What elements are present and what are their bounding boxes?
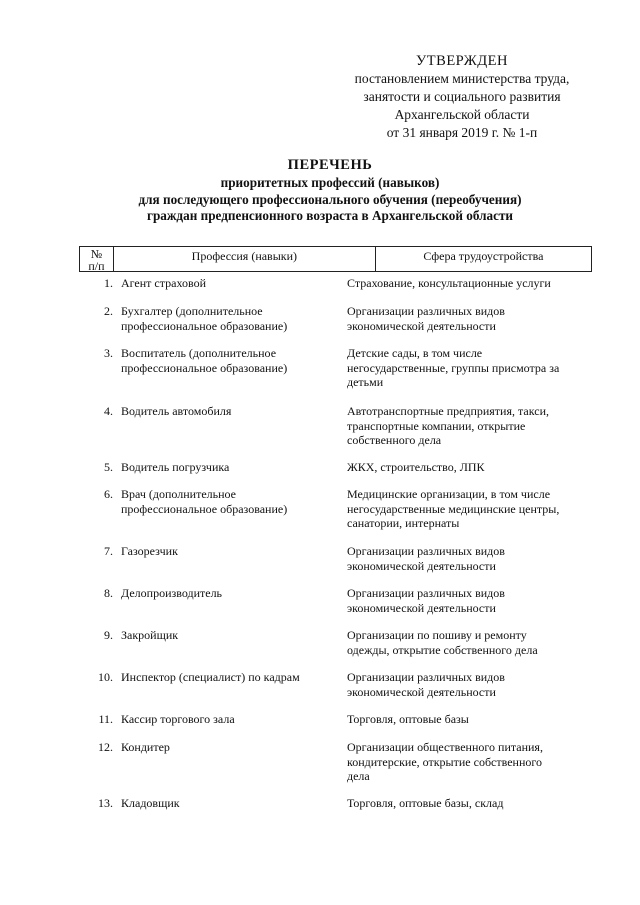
title-line: для последующего профессионального обучения (переобучения) — [138, 191, 522, 207]
row-profession — [119, 670, 347, 699]
sphere-line: Организации различных видов — [347, 670, 505, 684]
profession-line: Воспитатель (дополнительное — [121, 346, 277, 360]
row-profession — [119, 796, 347, 811]
header-profession: Профессия (навыки) — [114, 247, 376, 271]
profession-line: Кассир торгового зала — [121, 712, 235, 726]
profession-line: Газорезчик — [121, 544, 178, 558]
table-row — [79, 460, 592, 475]
row-number: 1. — [104, 276, 113, 290]
row-sphere — [347, 586, 592, 615]
profession-line: Кондитер — [121, 740, 170, 754]
row-sphere — [347, 544, 592, 573]
header-number-symbol: № — [90, 247, 103, 261]
profession-line: Агент страховой — [121, 276, 207, 290]
header-sphere: Сфера трудоустройства — [423, 249, 544, 263]
row-number: 5. — [104, 460, 113, 474]
row-number: 6. — [104, 487, 113, 501]
row-number: 12. — [98, 740, 113, 754]
row-profession — [119, 712, 347, 727]
header-number — [80, 247, 114, 271]
row-profession — [119, 586, 347, 615]
table-row — [79, 487, 592, 531]
row-number: 11. — [98, 712, 113, 726]
row-profession — [119, 628, 347, 657]
sphere-line: Торговля, оптовые базы — [347, 712, 469, 726]
profession-line: Делопроизводитель — [121, 586, 223, 600]
row-number: 7. — [104, 544, 113, 558]
row-sphere — [347, 796, 592, 811]
sphere-line: Организации различных видов — [347, 304, 505, 318]
sphere-line: собственного дела — [347, 433, 442, 447]
profession-line: Кладовщик — [121, 796, 180, 810]
row-number: 13. — [98, 796, 113, 810]
profession-line: профессиональное образование) — [121, 360, 288, 375]
profession-line: профессиональное образование) — [121, 501, 288, 516]
sphere-line: Организации общественного питания, — [347, 740, 543, 754]
profession-line: профессиональное образование) — [121, 318, 288, 333]
row-number: 9. — [104, 628, 113, 642]
row-profession — [119, 460, 347, 475]
row-profession — [119, 487, 347, 531]
row-profession — [119, 304, 347, 333]
row-sphere — [347, 404, 592, 448]
title-main: ПЕРЕЧЕНЬ — [287, 157, 373, 173]
sphere-line: Организации различных видов — [347, 544, 505, 558]
approval-line: постановлением министерства труда, — [354, 71, 570, 86]
title-line: приоритетных профессий (навыков) — [220, 175, 440, 190]
sphere-line: кондитерские, открытие собственного — [347, 754, 543, 769]
profession-line: Инспектор (специалист) по кадрам — [121, 670, 300, 684]
table-row — [79, 740, 592, 784]
sphere-line: Организации различных видов — [347, 586, 505, 600]
sphere-line: детьми — [347, 375, 384, 389]
approval-stamp: УТВЕРЖДЕН — [416, 53, 508, 69]
sphere-line: Страхование, консультационные услуги — [347, 276, 551, 290]
table-row — [79, 712, 592, 727]
table-row — [79, 670, 592, 699]
profession-line: Закройщик — [121, 628, 179, 642]
row-profession — [119, 276, 347, 291]
approval-line: занятости и социального развития — [363, 89, 561, 104]
row-sphere — [347, 460, 592, 475]
approval-block — [316, 52, 608, 142]
approval-line: Архангельской области — [394, 107, 530, 122]
table-row — [79, 276, 592, 291]
row-sphere — [347, 304, 592, 333]
sphere-line: экономической деятельности — [347, 684, 496, 699]
sphere-line: экономической деятельности — [347, 318, 496, 333]
table-row — [79, 304, 592, 333]
row-number: 3. — [104, 346, 113, 360]
row-profession — [119, 346, 347, 390]
row-sphere — [347, 712, 592, 727]
table-row — [79, 346, 592, 390]
header-number-abbr: п/п — [88, 259, 105, 273]
sphere-line: Детские сады, в том числе — [347, 346, 483, 360]
profession-line: Врач (дополнительное — [121, 487, 237, 501]
table-row — [79, 586, 592, 615]
row-sphere — [347, 487, 592, 531]
sphere-line: транспортные компании, открытие — [347, 418, 526, 433]
sphere-line: Организации по пошиву и ремонту — [347, 628, 527, 642]
sphere-line: экономической деятельности — [347, 558, 496, 573]
table-row — [79, 628, 592, 657]
sphere-line: негосударственные, группы присмотра за — [347, 360, 560, 375]
sphere-line: экономической деятельности — [347, 600, 496, 615]
table-row — [79, 404, 592, 448]
sphere-line: одежды, открытие собственного дела — [347, 642, 538, 657]
table-row — [79, 544, 592, 573]
row-sphere — [347, 276, 592, 291]
row-number: 4. — [104, 404, 113, 418]
sphere-line: Автотранспортные предприятия, такси, — [347, 404, 549, 418]
row-sphere — [347, 346, 592, 390]
profession-line: Водитель погрузчика — [121, 460, 230, 474]
approval-date: от 31 января 2019 г. № 1-п — [386, 125, 538, 140]
row-sphere — [347, 670, 592, 699]
row-profession — [119, 544, 347, 573]
row-sphere — [347, 740, 592, 784]
document-title — [80, 156, 580, 225]
sphere-line: дела — [347, 769, 370, 783]
profession-line: Водитель автомобиля — [121, 404, 232, 418]
profession-line: Бухгалтер (дополнительное — [121, 304, 263, 318]
row-number: 2. — [104, 304, 113, 318]
table-header — [79, 246, 592, 272]
row-number: 10. — [98, 670, 113, 684]
row-profession — [119, 740, 347, 784]
row-profession — [119, 404, 347, 448]
table-row — [79, 796, 592, 811]
sphere-line: негосударственные медицинские центры, — [347, 501, 560, 516]
title-line: граждан предпенсионного возраста в Архангельской области — [146, 208, 514, 223]
sphere-line: санатории, интернаты — [347, 516, 460, 530]
sphere-line: ЖКХ, строительство, ЛПК — [347, 460, 485, 474]
row-number: 8. — [104, 586, 113, 600]
row-sphere — [347, 628, 592, 657]
sphere-line: Торговля, оптовые базы, склад — [347, 796, 504, 810]
sphere-line: Медицинские организации, в том числе — [347, 487, 551, 501]
